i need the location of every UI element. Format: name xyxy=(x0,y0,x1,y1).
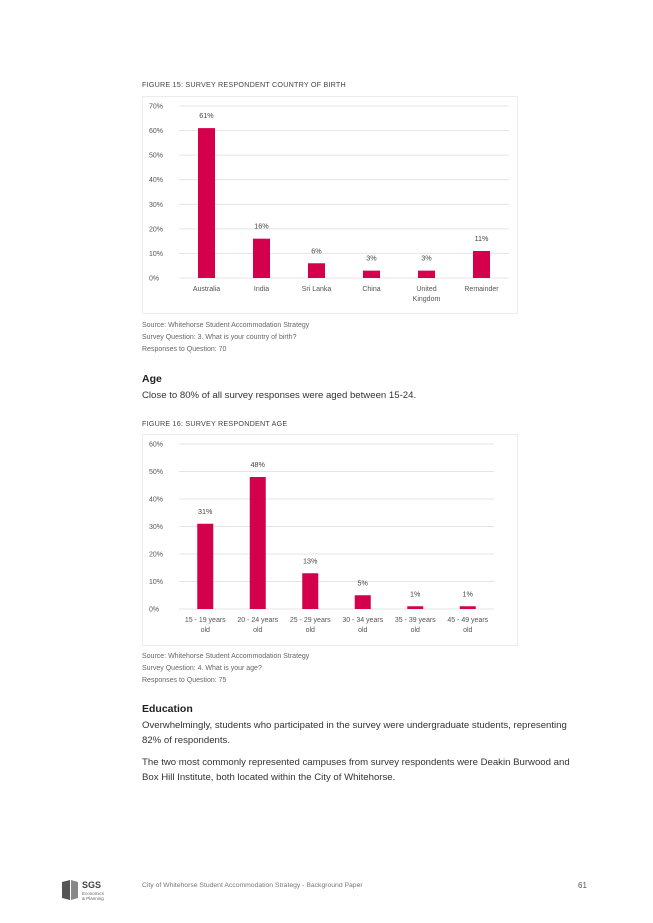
bar-value-label: 13% xyxy=(303,556,318,566)
y-tick-label: 40% xyxy=(149,177,164,185)
sgs-logo xyxy=(60,876,120,906)
y-tick-label: 10% xyxy=(149,579,164,586)
source-line: Responses to Question: 75 xyxy=(142,677,227,684)
y-tick-label: 50% xyxy=(149,469,164,476)
x-tick-label: Remainder xyxy=(464,286,499,293)
x-tick-label: old xyxy=(200,627,210,634)
age-heading: Age xyxy=(142,373,162,385)
bar-value-label: 31% xyxy=(198,506,213,516)
footer-title: City of Whitehorse Student Accommodation Strategy - Background Paper xyxy=(142,882,363,889)
page-footer xyxy=(0,876,653,906)
bar-value-label: 5% xyxy=(357,578,368,588)
source-line: Responses to Question: 70 xyxy=(142,346,227,353)
y-tick-label: 60% xyxy=(149,128,164,136)
x-tick-label: 35 - 39 years xyxy=(394,617,436,624)
bar-value-label: 11% xyxy=(474,233,489,243)
bar xyxy=(363,271,380,278)
age-paragraph: Close to 80% of all survey responses were aged between 15-24. xyxy=(142,390,417,401)
x-tick-label: 45 - 49 years xyxy=(447,617,489,624)
x-tick-label: old xyxy=(410,627,420,634)
bar-value-label: 6% xyxy=(311,246,322,256)
x-tick-label: 15 - 19 years xyxy=(184,617,226,624)
x-tick-label: 30 - 34 years xyxy=(342,617,384,624)
education-paragraph-2: The two most commonly represented campuses from survey respondents were Deakin Burwood and Box Hill Institute, both located within the City of Whitehorse. xyxy=(142,757,570,783)
x-tick-label: old xyxy=(305,627,315,634)
logo-sub: & Planning xyxy=(82,896,104,901)
education-heading: Education xyxy=(142,703,193,715)
y-tick-label: 10% xyxy=(149,250,164,258)
x-tick-label: China xyxy=(362,286,381,293)
bar xyxy=(473,251,490,278)
age-chart xyxy=(142,434,518,646)
y-tick-label: 70% xyxy=(149,103,164,111)
figure-15-source xyxy=(142,320,309,356)
x-tick-label: 20 - 24 years xyxy=(237,617,279,624)
logo-sub: Economics xyxy=(82,891,105,896)
x-tick-label: India xyxy=(253,286,270,293)
bar xyxy=(253,239,270,278)
x-tick-label: United xyxy=(416,286,437,293)
bar-value-label: 61% xyxy=(199,111,214,121)
bar-value-label: 48% xyxy=(250,460,265,469)
x-tick-label: 25 - 29 years xyxy=(289,617,331,624)
figure-16-caption: FIGURE 16: SURVEY RESPONDENT AGE xyxy=(142,419,288,428)
source-line: Source: Whitehorse Student Accommodation Strategy xyxy=(142,653,310,660)
y-tick-label: 20% xyxy=(149,226,164,234)
bar xyxy=(308,263,325,278)
x-tick-label: old xyxy=(358,627,368,634)
bar xyxy=(302,573,318,609)
x-tick-label: Sri Lanka xyxy=(301,286,332,293)
y-tick-label: 0% xyxy=(149,606,160,614)
figure-15-caption: FIGURE 15: SURVEY RESPONDENT COUNTRY OF BIRTH xyxy=(142,80,346,89)
x-tick-label: old xyxy=(463,627,473,634)
logo-text: SGS xyxy=(82,880,102,890)
bar-value-label: 3% xyxy=(366,253,377,263)
bar xyxy=(197,524,213,609)
figure-16-source xyxy=(142,651,309,687)
y-tick-label: 20% xyxy=(149,551,164,559)
education-paragraph-1: Overwhelmingly, students who participated in the survey were undergraduate students, representing 82% of respondents. xyxy=(142,720,567,746)
page-number: 61 xyxy=(578,881,587,890)
bar xyxy=(198,128,215,278)
bar xyxy=(355,595,371,609)
y-tick-label: 60% xyxy=(149,441,164,449)
source-line: Survey Question: 3. What is your country of birth? xyxy=(142,334,297,341)
bar-value-label: 3% xyxy=(421,253,432,263)
bar-value-label: 1% xyxy=(462,589,473,599)
country-of-birth-chart xyxy=(142,96,518,314)
y-tick-label: 50% xyxy=(149,152,164,160)
bar-value-label: 16% xyxy=(254,221,269,231)
source-line: Survey Question: 4. What is your age? xyxy=(142,665,262,672)
y-tick-label: 30% xyxy=(149,201,164,209)
bar xyxy=(407,606,423,609)
y-tick-label: 40% xyxy=(149,496,164,504)
x-tick-label: old xyxy=(253,627,263,634)
x-tick-label: Kingdom xyxy=(412,296,441,303)
bar xyxy=(418,271,435,278)
source-line: Source: Whitehorse Student Accommodation Strategy xyxy=(142,322,310,329)
bar xyxy=(460,606,476,609)
x-tick-label: Australia xyxy=(192,286,221,293)
bar xyxy=(250,477,266,609)
y-tick-label: 30% xyxy=(149,524,164,531)
bar-value-label: 1% xyxy=(410,589,421,599)
y-tick-label: 0% xyxy=(149,275,160,283)
